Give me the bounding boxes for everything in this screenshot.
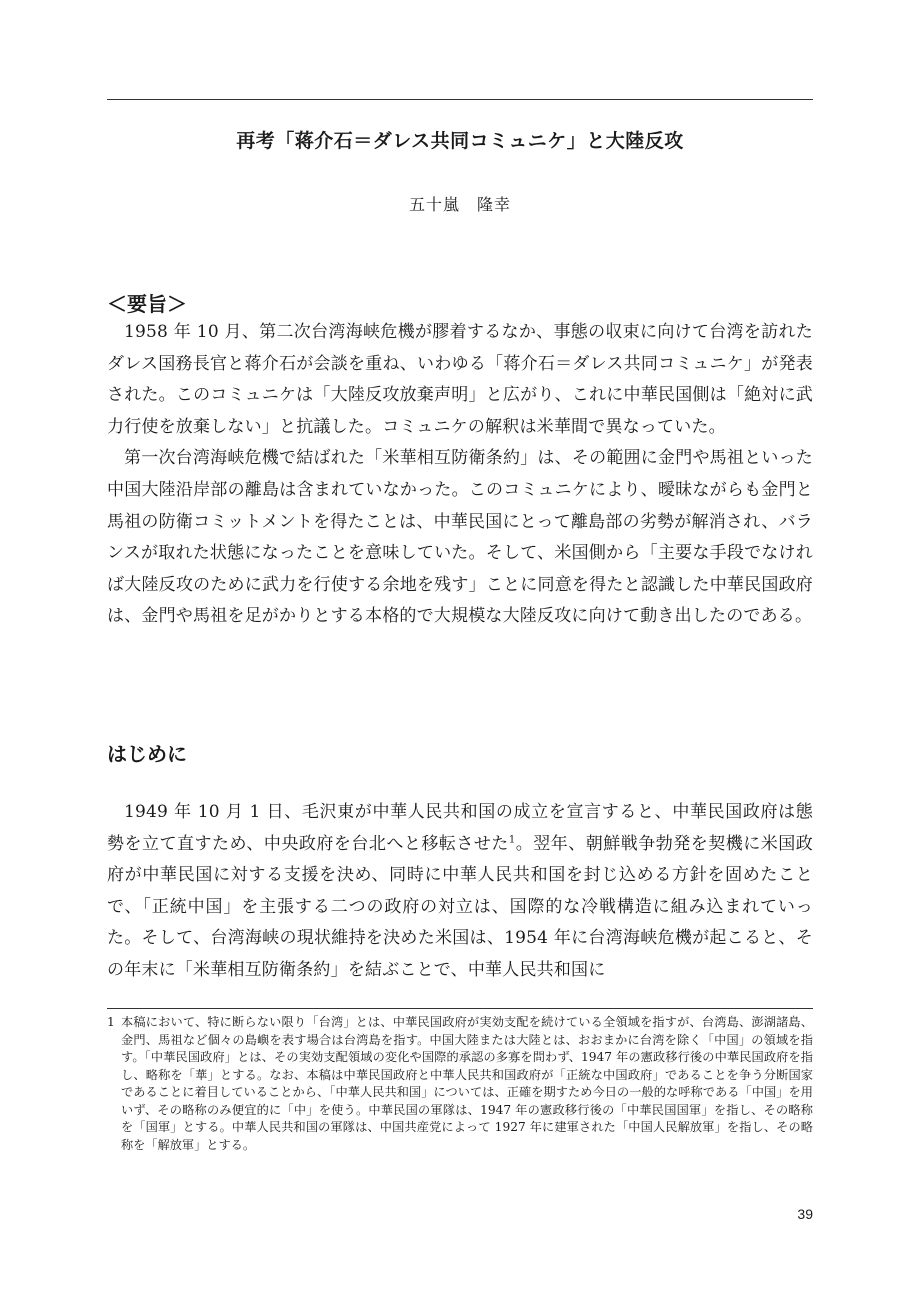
footnote-reference[interactable]: 1 — [508, 833, 516, 845]
page-number: 39 — [797, 1206, 813, 1222]
footnote-rule — [107, 1008, 813, 1009]
intro-text-part2: 。翌年、朝鮮戦争勃発を契機に米国政府が中華民国に対する支援を決め、同時に中華人民共和国を封じ込める方針を固めたことで、「正統中国」を主張する二つの政府の対立は、国際的な冷戦構造に組み込まれていった。そして、台湾海峡の現状維持を決めた米国は、1954 年に台湾海峡危機が起こると、その年末に「米華相互防衛条約」を結ぶことで、中華人民共和国に — [107, 833, 813, 980]
section-heading-introduction: はじめに — [107, 742, 187, 766]
paper-title: 再考「蒋介石＝ダレス共同コミュニケ」と大陸反攻 — [236, 130, 684, 152]
abstract-body — [107, 317, 813, 633]
footnote-number: 1 — [107, 1015, 115, 1029]
footnote-text: 本稿において、特に断らない限り「台湾」とは、中華民国政府が実効支配を続けている全領域を指すが、台湾島、澎湖諸島、金門、馬祖など個々の島嶼を表す場合は台湾島を指す。中国大陸または大陸とは、おおまかに台湾を除く「中国」の領域を指す。「中華民国政府」とは、その実効支配領域の変化や国際的承認の多寡を問わず、1947 年の憲政移行後の中華民国政府を指し、略称を「華」とする。なお、本稿は中華民国政府と中華人民共和国政府が「正統な中国政府」であることを争う分断国家であることに着目していることから、「中華人民共和国」については、正確を期すため今日の一般的な呼称である「中国」を用いず、その略称のみ便宜的に「中」を使う。中華民国の軍隊は、1947 年の憲政移行後の「中華民国国軍」を指し、その略称を「国軍」とする。中華人民共和国の軍隊は、中国共産党によって 1927 年に建軍された「中国人民解放軍」を指し、その略称を「解放軍」とする。 — [121, 1015, 813, 1152]
abstract-paragraph: 1958 年 10 月、第二次台湾海峡危機が膠着するなか、事態の収束に向けて台湾を訪れたダレス国務長官と蒋介石が会談を重ね、いわゆる「蒋介石＝ダレス共同コミュニケ」が発表された。このコミュニケは「大陸反攻放棄声明」と広がり、これに中華民国側は「絶対に武力行使を放棄しない」と抗議した。コミュニケの解釈は米華間で異なっていた。 — [107, 322, 813, 437]
abstract-paragraph: 第一次台湾海峡危機で結ばれた「米華相互防衛条約」は、その範囲に金門や馬祖といった中国大陸沿岸部の離島は含まれていなかった。このコミュニケにより、曖昧ながらも金門と馬祖の防衛コミットメントを得たことは、中華民国にとって離島部の劣勢が解消され、バランスが取れた状態になったことを意味していた。そして、米国側から「主要な手段でなければ大陸反攻のために武力を行使する余地を残す」ことに同意を得たと認識した中華民国政府は、金門や馬祖を足がかりとする本格的で大規模な大陸反攻に向けて動き出したのである。 — [107, 448, 813, 627]
header-rule — [107, 99, 813, 100]
footnote — [107, 1014, 813, 1154]
intro-text-part1: 1949 年 10 月 1 日、毛沢東が中華人民共和国の成立を宣言すると、中華民国政府は態勢を立て直すため、中央政府を台北へと移転させた — [107, 802, 813, 854]
abstract-heading: ＜要旨＞ — [107, 292, 187, 316]
introduction-paragraph — [107, 797, 813, 987]
introduction-body — [107, 797, 813, 987]
author-name: 五十嵐 隆幸 — [408, 195, 511, 214]
